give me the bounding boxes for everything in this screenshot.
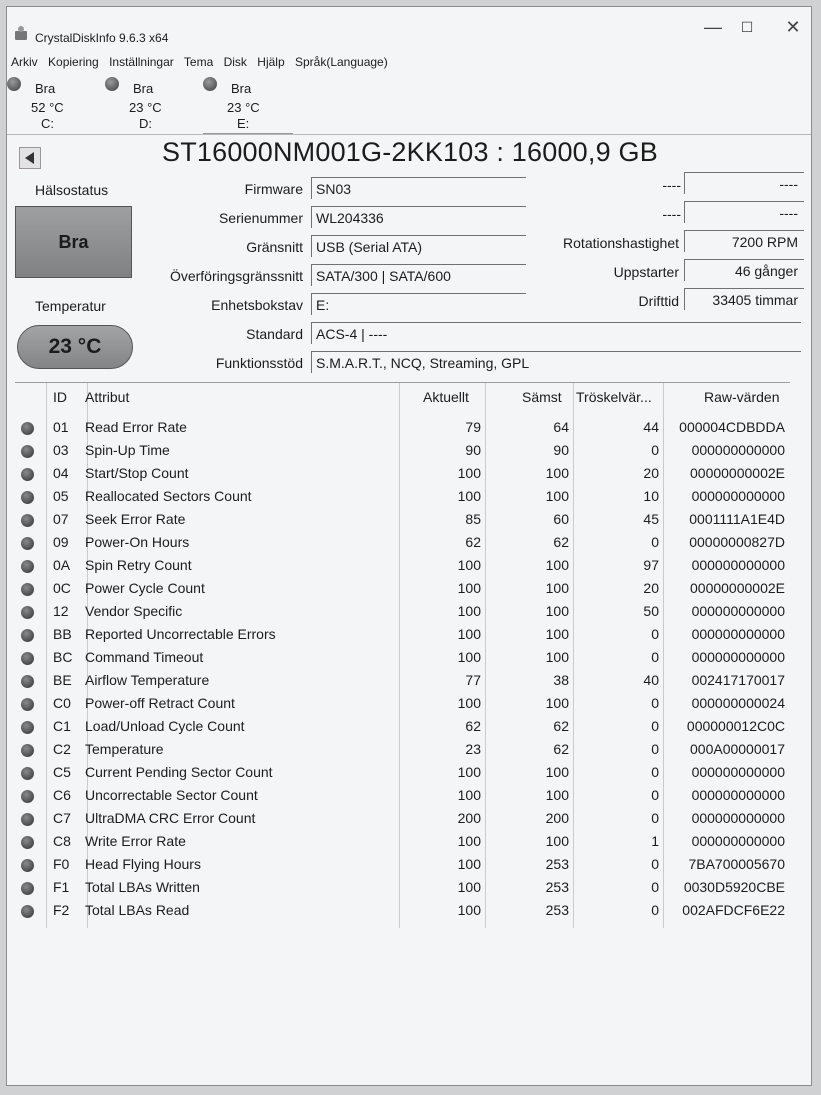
attribute-id: F1 bbox=[53, 879, 70, 895]
table-row[interactable] bbox=[15, 876, 790, 899]
worst-value: 253 bbox=[545, 879, 569, 895]
table-row[interactable] bbox=[15, 853, 790, 876]
table-row[interactable] bbox=[15, 508, 790, 531]
attribute-id: BB bbox=[53, 626, 72, 642]
close-button[interactable]: ✕ bbox=[785, 17, 801, 37]
raw-value: 000A00000017 bbox=[690, 741, 785, 757]
column-header-id[interactable]: ID bbox=[53, 389, 67, 405]
health-dot-icon bbox=[7, 77, 21, 91]
menu-help[interactable]: Hjälp bbox=[257, 55, 285, 69]
drive-letter: C: bbox=[41, 116, 54, 131]
threshold-value: 0 bbox=[651, 902, 659, 918]
drive-temp: 23 °C bbox=[227, 100, 260, 115]
health-status-button[interactable]: Bra bbox=[15, 206, 132, 278]
worst-value: 100 bbox=[545, 649, 569, 665]
firmware-field: SN03 bbox=[311, 177, 526, 199]
attribute-name: Write Error Rate bbox=[85, 833, 186, 849]
table-row[interactable] bbox=[15, 830, 790, 853]
attribute-id: BE bbox=[53, 672, 72, 688]
threshold-value: 44 bbox=[643, 419, 659, 435]
attribute-name: Read Error Rate bbox=[85, 419, 187, 435]
temperature-label: Temperatur bbox=[35, 298, 106, 314]
worst-value: 100 bbox=[545, 580, 569, 596]
menu-settings[interactable]: Inställningar bbox=[109, 55, 174, 69]
raw-value: 00000000827D bbox=[689, 534, 785, 550]
transfer-mode-field: SATA/300 | SATA/600 bbox=[311, 264, 526, 286]
interface-label: Gränsnitt bbox=[246, 239, 303, 255]
current-value: 100 bbox=[457, 557, 481, 573]
drive-letter-label: Enhetsbokstav bbox=[211, 297, 303, 313]
attribute-name: Airflow Temperature bbox=[85, 672, 210, 688]
current-value: 100 bbox=[457, 603, 481, 619]
attribute-id: 03 bbox=[53, 442, 69, 458]
status-dot-icon bbox=[21, 813, 34, 826]
attribute-name: Power-On Hours bbox=[85, 534, 190, 550]
status-dot-icon bbox=[21, 652, 34, 665]
raw-value: 000000000000 bbox=[691, 764, 785, 780]
current-value: 100 bbox=[457, 787, 481, 803]
worst-value: 100 bbox=[545, 626, 569, 642]
attribute-id: C7 bbox=[53, 810, 71, 826]
attribute-name: Load/Unload Cycle Count bbox=[85, 718, 245, 734]
table-row[interactable] bbox=[15, 554, 790, 577]
attribute-id: 01 bbox=[53, 419, 69, 435]
worst-value: 100 bbox=[545, 557, 569, 573]
current-value: 62 bbox=[465, 534, 481, 550]
features-field: S.M.A.R.T., NCQ, Streaming, GPL bbox=[311, 351, 801, 373]
status-dot-icon bbox=[21, 629, 34, 642]
drive-status: Bra bbox=[35, 81, 56, 96]
column-header-threshold[interactable]: Tröskelvär... bbox=[576, 389, 652, 405]
threshold-value: 10 bbox=[643, 488, 659, 504]
drive-letter: E: bbox=[237, 116, 250, 131]
title-bar bbox=[7, 7, 811, 47]
temperature-badge: 23 °C bbox=[17, 325, 133, 369]
attribute-id: C5 bbox=[53, 764, 71, 780]
current-value: 85 bbox=[465, 511, 481, 527]
status-dot-icon bbox=[21, 744, 34, 757]
status-dot-icon bbox=[21, 767, 34, 780]
attribute-name: Power Cycle Count bbox=[85, 580, 205, 596]
transfer-mode-label: Överföringsgränssnitt bbox=[169, 268, 303, 284]
table-row[interactable] bbox=[15, 807, 790, 830]
worst-value: 62 bbox=[553, 741, 569, 757]
threshold-value: 0 bbox=[651, 879, 659, 895]
table-row[interactable] bbox=[15, 738, 790, 761]
threshold-value: 50 bbox=[643, 603, 659, 619]
raw-value: 00000000002E bbox=[690, 465, 785, 481]
power-hours-field: 33405 timmar bbox=[684, 288, 804, 310]
attribute-name: Seek Error Rate bbox=[85, 511, 186, 527]
worst-value: 200 bbox=[545, 810, 569, 826]
table-row[interactable] bbox=[15, 623, 790, 646]
table-row[interactable] bbox=[15, 485, 790, 508]
raw-value: 000000000000 bbox=[691, 626, 785, 642]
raw-value: 000000000000 bbox=[691, 442, 785, 458]
interface-field: USB (Serial ATA) bbox=[311, 235, 526, 257]
current-value: 100 bbox=[457, 764, 481, 780]
column-header-worst[interactable]: Sämst bbox=[522, 389, 562, 405]
status-dot-icon bbox=[21, 721, 34, 734]
table-row[interactable] bbox=[15, 715, 790, 738]
menu-bar bbox=[11, 55, 395, 73]
table-row[interactable] bbox=[15, 531, 790, 554]
worst-value: 253 bbox=[545, 856, 569, 872]
threshold-value: 0 bbox=[651, 810, 659, 826]
rotation-label: Rotationshastighet bbox=[563, 235, 679, 251]
features-label: Funktionsstöd bbox=[215, 355, 303, 371]
raw-value: 000000000024 bbox=[691, 695, 785, 711]
disk-model-title: ST16000NM001G-2KK103 : 16000,9 GB bbox=[162, 137, 658, 167]
rotation-field: 7200 RPM bbox=[684, 230, 804, 252]
status-dot-icon bbox=[21, 468, 34, 481]
threshold-value: 97 bbox=[643, 557, 659, 573]
current-value: 100 bbox=[457, 626, 481, 642]
current-value: 100 bbox=[457, 649, 481, 665]
raw-value: 000000000000 bbox=[691, 787, 785, 803]
worst-value: 100 bbox=[545, 787, 569, 803]
raw-value: 00000000002E bbox=[690, 580, 785, 596]
attribute-id: 04 bbox=[53, 465, 69, 481]
menu-copy[interactable]: Kopiering bbox=[48, 55, 99, 69]
threshold-value: 0 bbox=[651, 695, 659, 711]
serial-label: Serienummer bbox=[218, 210, 303, 226]
table-row[interactable] bbox=[15, 462, 790, 485]
attribute-name: Reallocated Sectors Count bbox=[85, 488, 252, 504]
column-header-raw[interactable]: Raw-värden bbox=[704, 389, 780, 405]
health-dot-icon bbox=[203, 77, 217, 91]
worst-value: 100 bbox=[545, 488, 569, 504]
serial-field: WL204336 bbox=[311, 206, 526, 228]
attribute-id: 09 bbox=[53, 534, 69, 550]
worst-value: 100 bbox=[545, 695, 569, 711]
drive-tab-d[interactable] bbox=[105, 75, 195, 133]
status-dot-icon bbox=[21, 790, 34, 803]
status-dot-icon bbox=[21, 836, 34, 849]
status-dot-icon bbox=[21, 560, 34, 573]
status-dot-icon bbox=[21, 537, 34, 550]
drive-status: Bra bbox=[133, 81, 154, 96]
current-value: 100 bbox=[457, 695, 481, 711]
drive-letter-field: E: bbox=[311, 293, 526, 315]
unused-label-1: ---- bbox=[662, 177, 681, 193]
drive-bar bbox=[7, 75, 811, 135]
divider bbox=[7, 134, 811, 135]
worst-value: 253 bbox=[545, 902, 569, 918]
firmware-label: Firmware bbox=[244, 181, 303, 197]
current-value: 100 bbox=[457, 856, 481, 872]
threshold-value: 20 bbox=[643, 465, 659, 481]
health-status-label: Hälsostatus bbox=[35, 182, 109, 198]
status-dot-icon bbox=[21, 859, 34, 872]
status-dot-icon bbox=[21, 514, 34, 527]
current-value: 100 bbox=[457, 580, 481, 596]
attribute-name: Total LBAs Read bbox=[85, 902, 190, 918]
status-dot-icon bbox=[21, 675, 34, 688]
attribute-name: Spin Retry Count bbox=[85, 557, 192, 573]
attribute-name: Vendor Specific bbox=[85, 603, 183, 619]
worst-value: 60 bbox=[553, 511, 569, 527]
attribute-id: 0C bbox=[53, 580, 71, 596]
threshold-value: 0 bbox=[651, 626, 659, 642]
smart-table bbox=[15, 382, 790, 943]
worst-value: 38 bbox=[553, 672, 569, 688]
attribute-id: F2 bbox=[53, 902, 70, 918]
standard-label: Standard bbox=[246, 326, 303, 342]
attribute-name: Spin-Up Time bbox=[85, 442, 170, 458]
current-value: 100 bbox=[457, 833, 481, 849]
power-hours-label: Drifttid bbox=[638, 293, 679, 309]
attribute-name: Total LBAs Written bbox=[85, 879, 200, 895]
app-window bbox=[6, 6, 812, 1086]
threshold-value: 20 bbox=[643, 580, 659, 596]
threshold-value: 0 bbox=[651, 741, 659, 757]
status-dot-icon bbox=[21, 606, 34, 619]
health-dot-icon bbox=[105, 77, 119, 91]
threshold-value: 0 bbox=[651, 534, 659, 550]
current-value: 77 bbox=[465, 672, 481, 688]
raw-value: 000000000000 bbox=[691, 488, 785, 504]
status-dot-icon bbox=[21, 422, 34, 435]
current-value: 23 bbox=[465, 741, 481, 757]
table-row[interactable] bbox=[15, 761, 790, 784]
raw-value: 0030D5920CBE bbox=[683, 879, 785, 895]
raw-value: 000000012C0C bbox=[686, 718, 785, 734]
worst-value: 64 bbox=[553, 419, 569, 435]
maximize-button[interactable]: ☐ bbox=[740, 19, 754, 35]
power-count-label: Uppstarter bbox=[613, 264, 679, 280]
attribute-id: BC bbox=[53, 649, 73, 665]
current-value: 79 bbox=[465, 419, 481, 435]
app-icon bbox=[13, 25, 29, 41]
worst-value: 100 bbox=[545, 833, 569, 849]
standard-field: ACS-4 | ---- bbox=[311, 322, 801, 344]
current-value: 90 bbox=[465, 442, 481, 458]
raw-value: 000000000000 bbox=[691, 603, 785, 619]
worst-value: 90 bbox=[553, 442, 569, 458]
menu-disk[interactable]: Disk bbox=[223, 55, 247, 69]
worst-value: 100 bbox=[545, 764, 569, 780]
attribute-id: C2 bbox=[53, 741, 71, 757]
status-dot-icon bbox=[21, 445, 34, 458]
threshold-value: 0 bbox=[651, 764, 659, 780]
threshold-value: 40 bbox=[643, 672, 659, 688]
attribute-id: C6 bbox=[53, 787, 71, 803]
raw-value: 000000000000 bbox=[691, 557, 785, 573]
status-dot-icon bbox=[21, 882, 34, 895]
raw-value: 000000000000 bbox=[691, 833, 785, 849]
drive-temp: 52 °C bbox=[31, 100, 64, 115]
drive-status: Bra bbox=[231, 81, 252, 96]
worst-value: 100 bbox=[545, 465, 569, 481]
table-row[interactable] bbox=[15, 577, 790, 600]
table-row[interactable] bbox=[15, 646, 790, 669]
table-row[interactable] bbox=[15, 439, 790, 462]
threshold-value: 0 bbox=[651, 442, 659, 458]
attribute-id: F0 bbox=[53, 856, 70, 872]
attribute-name: Reported Uncorrectable Errors bbox=[85, 626, 276, 642]
current-value: 100 bbox=[457, 879, 481, 895]
drive-tab-e[interactable] bbox=[203, 75, 293, 135]
current-value: 200 bbox=[457, 810, 481, 826]
threshold-value: 0 bbox=[651, 718, 659, 734]
status-dot-icon bbox=[21, 698, 34, 711]
table-row[interactable] bbox=[15, 600, 790, 623]
status-dot-icon bbox=[21, 905, 34, 918]
current-value: 100 bbox=[457, 488, 481, 504]
table-row[interactable] bbox=[15, 416, 790, 439]
raw-value: 0001111A1E4D bbox=[689, 511, 785, 527]
table-row[interactable] bbox=[15, 692, 790, 715]
attribute-name: Power-off Retract Count bbox=[85, 695, 235, 711]
status-dot-icon bbox=[21, 491, 34, 504]
raw-value: 7BA700005670 bbox=[688, 856, 785, 872]
minimize-button[interactable]: — bbox=[704, 17, 722, 37]
table-row[interactable] bbox=[15, 899, 790, 922]
attribute-name: Start/Stop Count bbox=[85, 465, 189, 481]
attribute-id: 05 bbox=[53, 488, 69, 504]
menu-theme[interactable]: Tema bbox=[183, 55, 214, 69]
current-value: 62 bbox=[465, 718, 481, 734]
threshold-value: 0 bbox=[651, 856, 659, 872]
status-dot-icon bbox=[21, 583, 34, 596]
attribute-id: 12 bbox=[53, 603, 69, 619]
worst-value: 62 bbox=[553, 718, 569, 734]
attribute-name: UltraDMA CRC Error Count bbox=[85, 810, 256, 826]
unused-field-2: ---- bbox=[684, 201, 804, 223]
raw-value: 000000000000 bbox=[691, 649, 785, 665]
attribute-name: Head Flying Hours bbox=[85, 856, 201, 872]
attribute-name: Temperature bbox=[85, 741, 164, 757]
attribute-id: 07 bbox=[53, 511, 69, 527]
current-value: 100 bbox=[457, 902, 481, 918]
table-row[interactable] bbox=[15, 784, 790, 807]
drive-letter: D: bbox=[139, 116, 152, 131]
attribute-id: C8 bbox=[53, 833, 71, 849]
threshold-value: 1 bbox=[651, 833, 659, 849]
attribute-id: C0 bbox=[53, 695, 71, 711]
unused-field-1: ---- bbox=[684, 172, 804, 194]
attribute-id: 0A bbox=[53, 557, 71, 573]
previous-disk-button[interactable] bbox=[19, 147, 41, 169]
raw-value: 002AFDCF6E22 bbox=[682, 902, 785, 918]
worst-value: 62 bbox=[553, 534, 569, 550]
attribute-name: Command Timeout bbox=[85, 649, 204, 665]
worst-value: 100 bbox=[545, 603, 569, 619]
drive-tab-c[interactable] bbox=[7, 75, 97, 133]
attribute-name: Current Pending Sector Count bbox=[85, 764, 273, 780]
power-count-field: 46 gånger bbox=[684, 259, 804, 281]
current-value: 100 bbox=[457, 465, 481, 481]
raw-value: 002417170017 bbox=[691, 672, 785, 688]
unused-label-2: ---- bbox=[662, 206, 681, 222]
raw-value: 000004CDBDDA bbox=[679, 419, 785, 435]
column-header-attribute[interactable]: Attribut bbox=[85, 389, 130, 405]
threshold-value: 0 bbox=[651, 787, 659, 803]
column-header-current[interactable]: Aktuellt bbox=[423, 389, 469, 405]
raw-value: 000000000000 bbox=[691, 810, 785, 826]
table-row[interactable] bbox=[15, 669, 790, 692]
menu-file[interactable]: Arkiv bbox=[11, 55, 38, 69]
drive-temp: 23 °C bbox=[129, 100, 162, 115]
threshold-value: 45 bbox=[643, 511, 659, 527]
window-title: CrystalDiskInfo 9.6.3 x64 bbox=[35, 31, 169, 45]
threshold-value: 0 bbox=[651, 649, 659, 665]
menu-language[interactable]: Språk(Language) bbox=[294, 55, 388, 69]
attribute-id: C1 bbox=[53, 718, 71, 734]
attribute-name: Uncorrectable Sector Count bbox=[85, 787, 258, 803]
